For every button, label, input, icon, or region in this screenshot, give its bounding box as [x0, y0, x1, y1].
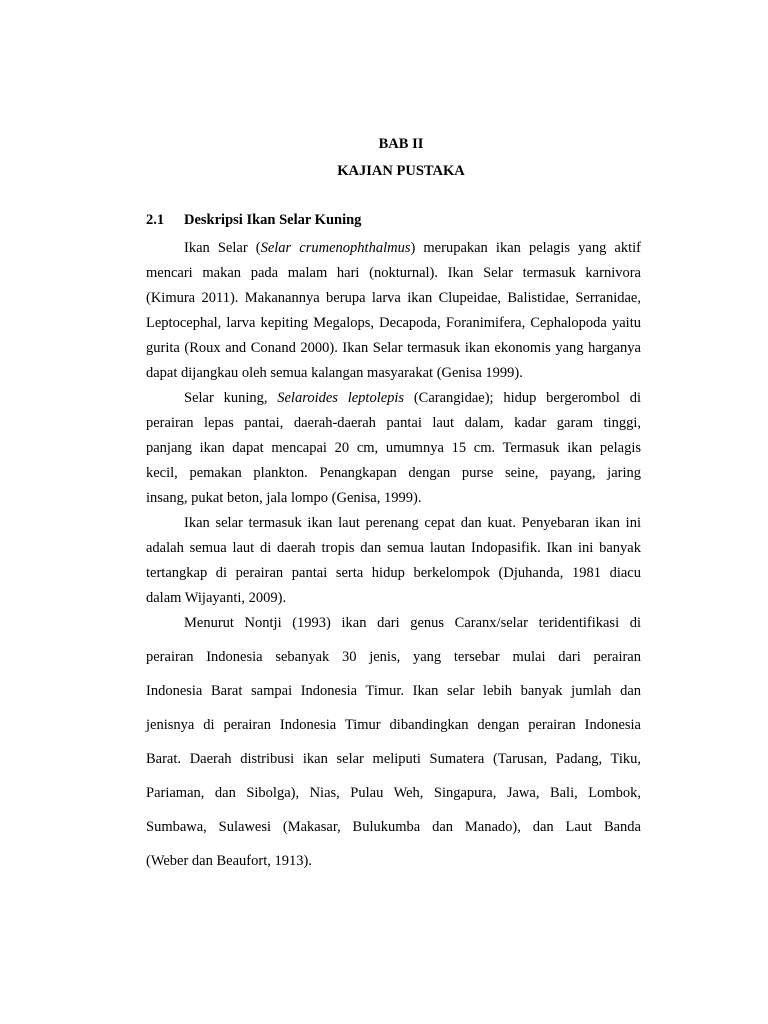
text-run: tertangkap di perairan pantai serta hidup berkelompok (Djuhanda, 1981 diacu	[146, 565, 641, 581]
body-line	[146, 414, 641, 432]
text-run: Sumbawa, Sulawesi (Makasar, Bulukumba dan Manado), dan Laut Banda	[146, 819, 641, 835]
body-line	[184, 514, 641, 532]
body-line	[146, 264, 641, 282]
body-line	[146, 289, 641, 307]
text-run: (Weber dan Beaufort, 1913).	[146, 853, 312, 869]
text-run: perairan lepas pantai, daerah-daerah pantai laut dalam, kadar garam tinggi,	[146, 415, 641, 431]
text-run: (Kimura 2011). Makanannya berupa larva ikan Clupeidae, Balistidae, Serranidae,	[146, 290, 641, 306]
text-run: Indonesia Barat sampai Indonesia Timur. Ikan selar lebih banyak jumlah dan	[146, 683, 641, 699]
text-run: dalam Wijayanti, 2009).	[146, 590, 287, 606]
body-line	[146, 750, 641, 768]
scientific-name: Selaroides leptolepis	[277, 390, 405, 406]
body-line	[146, 648, 641, 666]
body-line	[146, 314, 641, 332]
text-run: insang, pukat beton, jala lompo (Genisa, 1999).	[146, 490, 422, 506]
text-run: Leptocephal, larva kepiting Megalops, Decapoda, Foranimifera, Cephalopoda yaitu	[146, 315, 641, 331]
body-line	[146, 589, 641, 607]
text-run: kecil, pemakan plankton. Penangkapan dengan purse seine, payang, jaring	[146, 465, 641, 481]
body-line	[184, 239, 641, 257]
body-line	[146, 784, 641, 802]
section-heading	[146, 212, 361, 229]
body-line	[146, 364, 641, 382]
chapter-number: BAB II	[378, 136, 424, 152]
body-line	[146, 682, 641, 700]
body-line	[146, 339, 641, 357]
text-run: jenisnya di perairan Indonesia Timur dibandingkan dengan perairan Indonesia	[146, 717, 641, 733]
text-run: Pariaman, dan Sibolga), Nias, Pulau Weh, Singapura, Jawa, Bali, Lombok,	[146, 785, 641, 801]
body-line	[146, 716, 641, 734]
text-run: dapat dijangkau oleh semua kalangan masyarakat (Genisa 1999).	[146, 365, 523, 381]
body-line	[146, 818, 641, 836]
body-line	[184, 614, 641, 632]
section-number: 2.1	[146, 212, 165, 228]
text-run: perairan Indonesia sebanyak 30 jenis, yang tersebar mulai dari perairan	[146, 649, 641, 665]
body-line	[146, 564, 641, 582]
text-run: gurita (Roux and Conand 2000). Ikan Selar termasuk ikan ekonomis yang harganya	[146, 340, 641, 356]
text-run: adalah semua laut di daerah tropis dan semua lautan Indopasifik. Ikan ini banyak	[146, 540, 641, 556]
text-run: Ikan Selar (	[184, 240, 261, 256]
chapter-title: KAJIAN PUSTAKA	[337, 163, 465, 179]
body-line	[146, 852, 641, 870]
body-line	[184, 389, 641, 407]
text-run: Ikan selar termasuk ikan laut perenang cepat dan kuat. Penyebaran ikan ini	[184, 515, 641, 531]
text-run: Menurut Nontji (1993) ikan dari genus Caranx/selar teridentifikasi di	[184, 615, 641, 631]
scientific-name: Selar crumenophthalmus	[260, 240, 411, 256]
body-line	[146, 464, 641, 482]
text-run: ) merupakan ikan pelagis yang aktif	[410, 240, 642, 256]
text-run: (Carangidae); hidup bergerombol di	[404, 390, 641, 406]
text-run: Barat. Daerah distribusi ikan selar meliputi Sumatera (Tarusan, Padang, Tiku,	[146, 751, 641, 767]
body-line	[146, 539, 641, 557]
text-run: panjang ikan dapat mencapai 20 cm, umumnya 15 cm. Termasuk ikan pelagis	[146, 440, 641, 456]
text-run: mencari makan pada malam hari (nokturnal). Ikan Selar termasuk karnivora	[146, 265, 641, 281]
body-line	[146, 439, 641, 457]
body-line	[146, 489, 641, 507]
section-title: Deskripsi Ikan Selar Kuning	[184, 212, 362, 228]
text-run: Selar kuning,	[184, 390, 278, 406]
